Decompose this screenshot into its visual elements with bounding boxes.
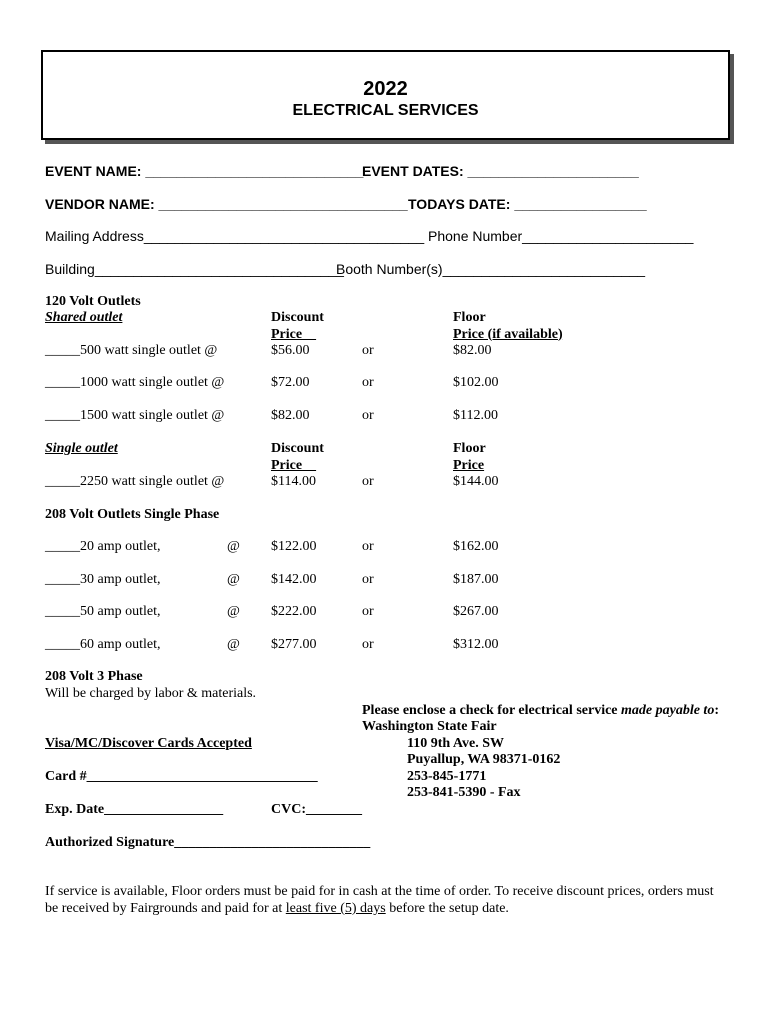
outlet-1500w-floor: $112.00	[453, 408, 498, 423]
title-box	[41, 50, 730, 140]
v120-heading: 120 Volt Outlets	[45, 294, 141, 309]
authorized-signature-field[interactable]: Authorized Signature____________________________	[45, 835, 371, 850]
or-label: or	[362, 637, 374, 652]
exp-date-field[interactable]: Exp. Date_________________	[45, 802, 224, 817]
amp-20-floor: $162.00	[453, 539, 499, 554]
amp-50-option[interactable]: _____50 amp outlet,	[45, 604, 161, 619]
form-title: ELECTRICAL SERVICES	[292, 102, 479, 119]
outlet-500w-floor: $82.00	[453, 343, 492, 358]
payee-address-line2: Puyallup, WA 98371-0162	[407, 752, 561, 767]
phone-number-field[interactable]: Phone Number______________________	[428, 228, 694, 244]
form-year: 2022	[363, 78, 408, 100]
at-label: @	[227, 604, 240, 619]
floor-header-line1: Floor	[453, 310, 486, 325]
vendor-name-field[interactable]: VENDOR NAME: ________________________________	[45, 196, 408, 212]
v208-heading: 208 Volt Outlets Single Phase	[45, 507, 220, 522]
footer-line2-prefix: be received by Fairgrounds and paid for at	[45, 901, 286, 916]
outlet-2250w-discount: $114.00	[271, 474, 316, 489]
at-label: @	[227, 637, 240, 652]
single-outlet-label: Single outlet	[45, 441, 118, 456]
building-field[interactable]: Building________________________________	[45, 261, 344, 277]
payee-phone: 253-845-1771	[407, 769, 487, 784]
enclose-suffix: :	[714, 703, 719, 718]
outlet-2250w-option[interactable]: _____2250 watt single outlet @	[45, 474, 225, 489]
at-label: @	[227, 572, 240, 587]
or-label: or	[362, 343, 374, 358]
three-phase-heading: 208 Volt 3 Phase	[45, 669, 143, 684]
payee-address-line1: 110 9th Ave. SW	[407, 736, 504, 751]
amp-20-discount: $122.00	[271, 539, 317, 554]
shared-outlet-label: Shared outlet	[45, 310, 123, 325]
or-label: or	[362, 474, 374, 489]
amp-60-discount: $277.00	[271, 637, 317, 652]
amp-50-discount: $222.00	[271, 604, 317, 619]
mailing-address-field[interactable]: Mailing Address____________________________________	[45, 228, 425, 244]
at-label: @	[227, 539, 240, 554]
amp-50-floor: $267.00	[453, 604, 499, 619]
or-label: or	[362, 408, 374, 423]
or-label: or	[362, 375, 374, 390]
card-number-field[interactable]: Card #_________________________________	[45, 769, 318, 784]
outlet-1000w-floor: $102.00	[453, 375, 499, 390]
footer-line2-suffix: before the setup date.	[385, 901, 509, 916]
outlet-2250w-floor: $144.00	[453, 474, 499, 489]
outlet-1500w-option[interactable]: _____1500 watt single outlet @	[45, 408, 225, 423]
outlet-1000w-option[interactable]: _____1000 watt single outlet @	[45, 375, 225, 390]
discount-header-line1: Discount	[271, 310, 324, 325]
enclose-check-note	[362, 703, 719, 719]
event-name-field[interactable]: EVENT NAME: ____________________________	[45, 163, 364, 179]
amp-30-option[interactable]: _____30 amp outlet,	[45, 572, 161, 587]
outlet-1500w-discount: $82.00	[271, 408, 310, 423]
footer-note-line1: If service is available, Floor orders must be paid for in cash at the time of order. To receive discount prices, orders must	[45, 884, 714, 899]
amp-30-discount: $142.00	[271, 572, 317, 587]
floor-header-line2: Price (if available)	[453, 326, 563, 342]
or-label: or	[362, 604, 374, 619]
amp-60-floor: $312.00	[453, 637, 499, 652]
single-floor-header	[453, 441, 486, 474]
booth-numbers-field[interactable]: Booth Number(s)__________________________	[336, 261, 646, 277]
amp-30-floor: $187.00	[453, 572, 499, 587]
discount-price-header	[271, 310, 324, 343]
payee-name: Washington State Fair	[362, 719, 497, 734]
floor-price-header	[453, 310, 563, 343]
outlet-500w-discount: $56.00	[271, 343, 310, 358]
floor-header-line2: Price	[453, 457, 485, 473]
enclose-italic: made payable to	[621, 703, 715, 718]
outlet-500w-option[interactable]: _____500 watt single outlet @	[45, 343, 218, 358]
enclose-prefix: Please enclose a check for electrical service	[362, 703, 622, 718]
discount-header-line1: Discount	[271, 441, 324, 456]
discount-header-line2: Price	[271, 326, 317, 342]
three-phase-note: Will be charged by labor & materials.	[45, 686, 257, 701]
floor-header-line1: Floor	[453, 441, 486, 456]
amp-20-option[interactable]: _____20 amp outlet,	[45, 539, 161, 554]
single-discount-header	[271, 441, 324, 474]
event-dates-field[interactable]: EVENT DATES: ______________________	[362, 163, 639, 179]
outlet-1000w-discount: $72.00	[271, 375, 310, 390]
or-label: or	[362, 572, 374, 587]
cards-accepted: Visa/MC/Discover Cards Accepted	[45, 736, 252, 751]
or-label: or	[362, 539, 374, 554]
payee-fax: 253-841-5390 - Fax	[407, 785, 521, 800]
cvc-field[interactable]: CVC:________	[271, 802, 362, 817]
footer-line2-underlined: least five (5) days	[285, 901, 386, 916]
discount-header-line2: Price	[271, 457, 317, 473]
todays-date-field[interactable]: TODAYS DATE: _________________	[408, 196, 647, 212]
amp-60-option[interactable]: _____60 amp outlet,	[45, 637, 161, 652]
footer-note-line2	[45, 901, 509, 917]
